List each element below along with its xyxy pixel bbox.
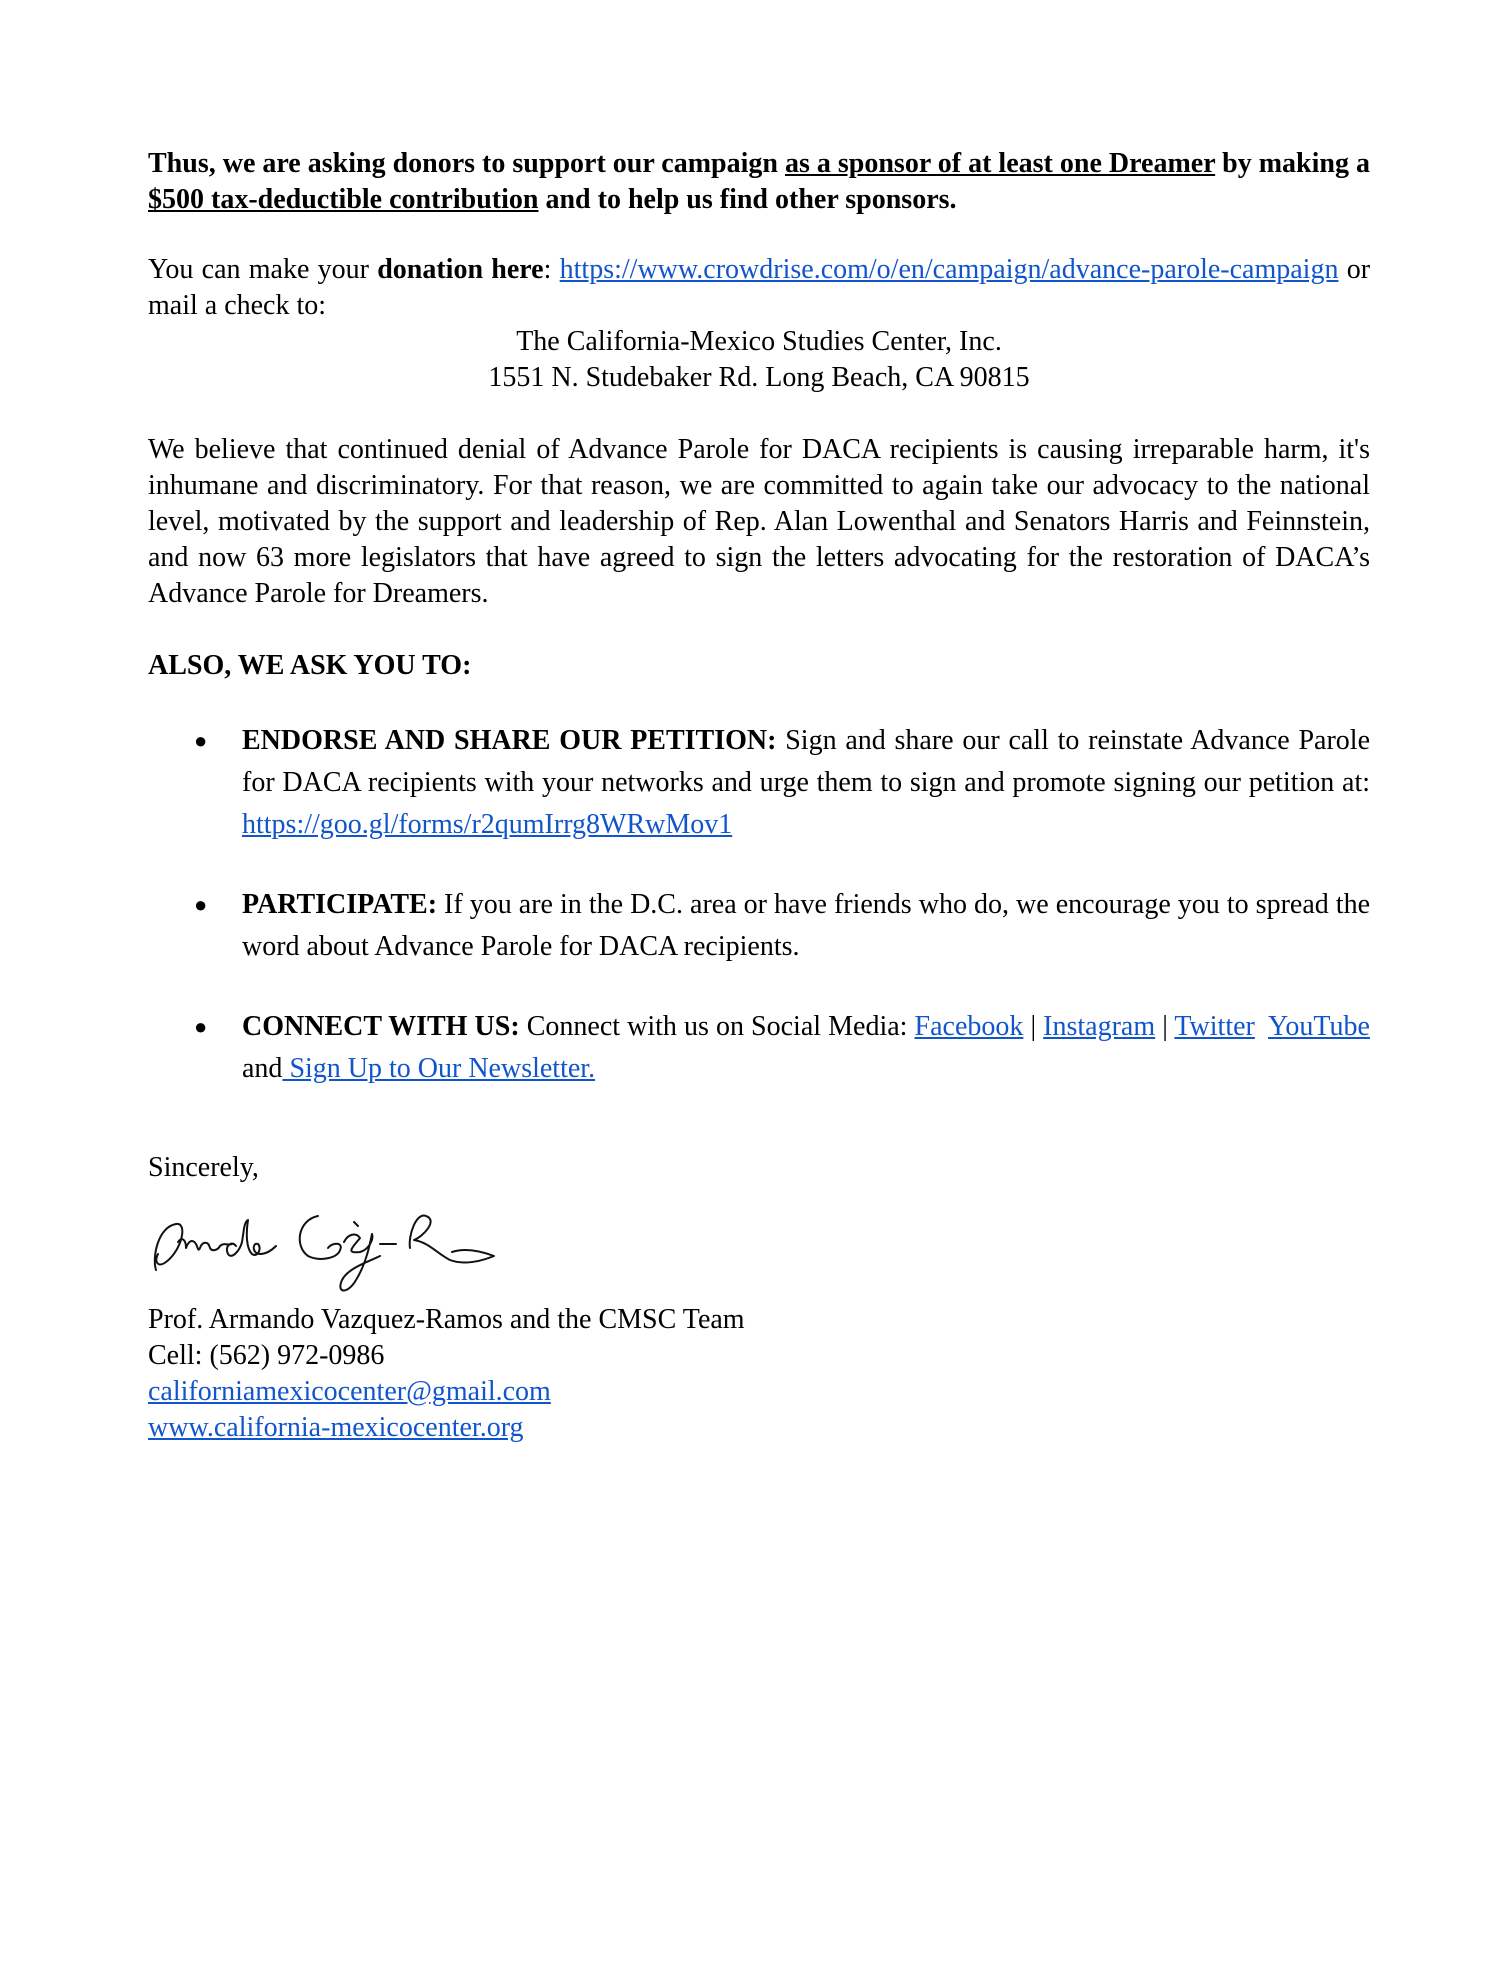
separator: | (1155, 1011, 1175, 1042)
sponsor-by: by making a (1215, 148, 1370, 179)
connect-text: Connect with us on Social Media: (519, 1011, 915, 1042)
signature-image (148, 1202, 1370, 1302)
signer-cell: Cell: (562) 972-0986 (148, 1340, 385, 1371)
connect-and: and (242, 1053, 283, 1084)
donation-prefix: You can make your (148, 254, 378, 285)
facebook-link[interactable]: Facebook (914, 1011, 1024, 1042)
petition-link[interactable]: https://goo.gl/forms/r2qumIrrg8WRwMov1 (242, 809, 733, 840)
donation-link[interactable]: https://www.crowdrise.com/o/en/campaign/advance-parole-campaign (559, 254, 1339, 285)
address-line-1: The California-Mexico Studies Center, Inc. (516, 326, 1002, 357)
sponsor-phrase: as a sponsor of at least one Dreamer (784, 148, 1216, 179)
donation-colon: : (543, 254, 560, 285)
closing-salutation: Sincerely, (148, 1152, 259, 1183)
signature-drawing (148, 1202, 528, 1312)
newsletter-link[interactable]: Sign Up to Our Newsletter. (282, 1053, 596, 1084)
participate-text: If you are in the D.C. area or have friends who do, we encourage you to spread the word about Advance Parole for DACA recipients. (242, 889, 1370, 962)
letter-body (148, 146, 1370, 1446)
instagram-link[interactable]: Instagram (1043, 1011, 1156, 1042)
bullet-icon: ● (194, 892, 208, 917)
donation-paragraph (148, 252, 1370, 324)
endorse-text: Sign and share our call to reinstate Advance Parole for DACA recipients with your networks and urge them to sign and promote signing our petition at: (242, 725, 1370, 798)
list-item-endorse (148, 720, 1370, 846)
youtube-link[interactable]: YouTube (1268, 1011, 1370, 1042)
list-item-connect (148, 1006, 1370, 1090)
sponsor-lead: Thus, we are asking donors to support our campaign (148, 148, 785, 179)
ask-heading: ALSO, WE ASK YOU TO: (148, 650, 472, 681)
participate-title: PARTICIPATE: (242, 889, 438, 920)
address-line-2: 1551 N. Studebaker Rd. Long Beach, CA 90815 (488, 362, 1030, 393)
sponsor-paragraph (148, 146, 1370, 218)
twitter-link[interactable]: Twitter (1174, 1011, 1255, 1042)
email-link[interactable]: californiamexicocenter@gmail.com (148, 1376, 551, 1407)
donation-here-label: donation here (377, 254, 544, 285)
ask-list (148, 720, 1370, 1090)
belief-paragraph: We believe that continued denial of Advance Parole for DACA recipients is causing irreparable harm, it's inhumane and discriminatory. For that reason, we are committed to again take our advocacy to the national level, motivated by the support and leadership of Rep. Alan Lowenthal and Senators Harris and Feinnstein, and now 63 more legislators that have agreed to sign the letters advocating for the restoration of DACA’s Advance Parole for Dreamers. (148, 434, 1370, 609)
bullet-icon: ● (194, 1014, 208, 1039)
list-item-participate (148, 884, 1370, 968)
separator: | (1023, 1011, 1044, 1042)
donation-suffix: or mail a check to: (148, 254, 1371, 321)
connect-title: CONNECT WITH US: (242, 1011, 520, 1042)
signer-name: Prof. Armando Vazquez-Ramos and the CMSC Team (148, 1304, 745, 1335)
sponsor-tail: and to help us find other sponsors. (538, 184, 957, 215)
endorse-title: ENDORSE AND SHARE OUR PETITION: (242, 725, 777, 756)
bullet-icon: ● (194, 728, 208, 753)
website-link[interactable]: www.california-mexicocenter.org (148, 1412, 524, 1443)
contribution-amount: $500 tax-deductible contribution (148, 184, 539, 215)
